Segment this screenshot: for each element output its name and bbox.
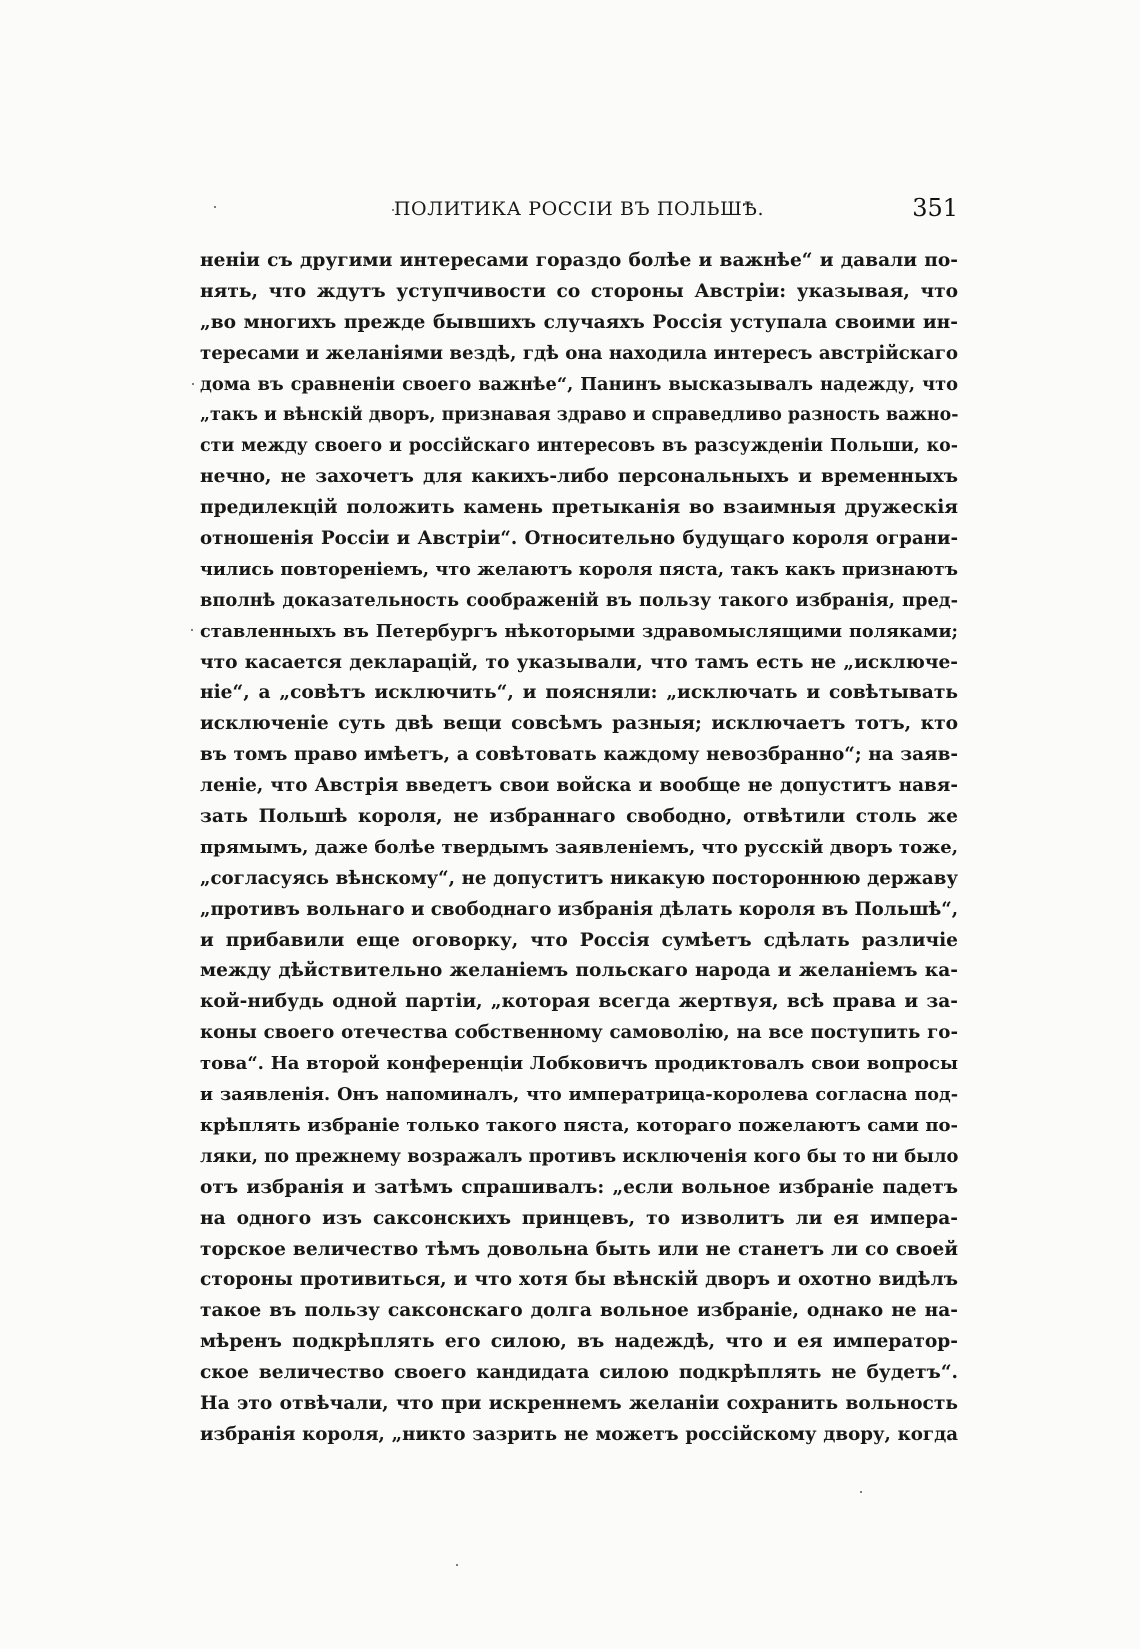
text-line: неніи съ другими интересами гораздо болѣе и важнѣе“ и давали по-	[200, 250, 958, 271]
text-line: на одного изъ саксонскихъ принцевъ, то изволитъ ли ея импера-	[200, 1207, 958, 1229]
text-line: нять, что ждутъ уступчивости со стороны Австріи: указывая, что	[200, 280, 958, 302]
text-line: „во многихъ прежде бывшихъ случаяхъ Россія уступала своими ин-	[200, 311, 958, 333]
text-line: коны своего отечества собственному самоволію, на все поступить го-	[200, 1022, 958, 1044]
text-line: торское величество тѣмъ довольна быть или не станетъ ли со своей	[200, 1238, 958, 1260]
text-line: исключеніе суть двѣ вещи совсѣмъ разныя; исключаетъ тотъ, кто	[200, 713, 958, 735]
text-line: „такъ и вѣнскій дворъ, признавая здраво и справедливо разность важно-	[200, 405, 959, 426]
text-line: „согласуясь вѣнскому“, не допуститъ никакую постороннюю державу	[200, 867, 958, 889]
page-header	[200, 196, 958, 230]
text-line: това“. На второй конференціи Лобковичъ продиктовалъ свои вопросы	[200, 1053, 958, 1075]
text-line: ніе“, а „совѣтъ исключить“, и поясняли: „исключать и совѣтывать	[200, 682, 958, 704]
text-line: кой-нибудь одной партіи, „которая всегда жертвуя, всѣ права и за-	[200, 991, 958, 1013]
print-speck	[191, 629, 193, 631]
text-line: предилекцій положить камень претыканія во взаимныя дружескія	[200, 497, 958, 519]
text-line: стороны противиться, и что хотя бы вѣнскій дворъ и охотно видѣлъ	[200, 1269, 958, 1291]
text-line: мѣренъ подкрѣплять его силою, въ надеждѣ, что и ея император-	[200, 1331, 958, 1353]
text-line: На это отвѣчали, что при искреннемъ желаніи сохранить вольность	[200, 1392, 958, 1414]
text-line: избранія короля, „никто зазрить не можетъ россійскому двору, когда	[200, 1423, 958, 1445]
print-speck	[860, 1491, 862, 1493]
text-line: ляки, по прежнему возражалъ противъ исключенія кого бы то ни было	[200, 1145, 959, 1167]
text-line: крѣплять избраніе только такого пяста, котораго пожелаютъ сами по-	[200, 1114, 958, 1136]
text-line: тересами и желаніями вездѣ, гдѣ она находила интересъ австрійскаго	[200, 342, 958, 364]
text-line: въ томъ право имѣетъ, а совѣтовать каждому невозбранно“; на заяв-	[200, 744, 958, 766]
text-line: зать Польшѣ короля, не избраннаго свободно, отвѣтили столь же	[200, 806, 958, 828]
running-title: ПОЛИТИКА РОССІИ ВЪ ПОЛЬШѢ.	[393, 198, 765, 220]
text-line: отъ избранія и затѣмъ спрашивалъ: „если вольное избраніе падетъ	[200, 1176, 958, 1198]
print-speck	[456, 1564, 458, 1566]
text-line: что касается декларацій, то указывали, что тамъ есть не „исключе-	[200, 651, 958, 673]
text-line: ставленныхъ въ Петербургъ нѣкоторыми здравомыслящими поляками;	[200, 620, 958, 642]
print-speck	[392, 209, 394, 211]
text-line: дома въ сравненіи своего важнѣе“, Панинъ высказывалъ надежду, что	[200, 373, 958, 395]
text-line: и заявленія. Онъ напоминалъ, что императрица-королева согласна под-	[200, 1084, 958, 1106]
text-line: отношенія Россіи и Австріи“. Относительно будущаго короля ограни-	[200, 528, 958, 550]
text-line: такое въ пользу саксонскаго долга вольное избраніе, однако не на-	[200, 1300, 958, 1322]
body-text	[200, 246, 958, 1451]
text-line: „противъ вольнаго и свободнаго избранія дѣлать короля въ Польшѣ“,	[200, 898, 959, 920]
text-line: чились повтореніемъ, что желаютъ короля пяста, такъ какъ признаютъ	[200, 558, 958, 580]
text-line: прямымъ, даже болѣе твердымъ заявленіемъ, что русскій дворъ тоже,	[200, 836, 958, 858]
text-line: леніе, что Австрія введетъ свои войска и вообще не допуститъ навя-	[200, 775, 958, 797]
print-speck	[214, 206, 216, 208]
text-line: сти между своего и россійскаго интересовъ въ разсужденіи Польши, ко-	[200, 436, 958, 457]
text-line: вполнѣ доказательность соображеній въ пользу такого избранія, пред-	[200, 589, 958, 611]
text-line: и прибавили еще оговорку, что Россія сумѣетъ сдѣлать различіе	[200, 929, 958, 951]
text-line: ское величество своего кандидата силою подкрѣплять не будетъ“.	[200, 1362, 958, 1384]
text-line: между дѣйствительно желаніемъ польскаго народа и желаніемъ ка-	[200, 960, 958, 982]
page-number: 351	[912, 194, 958, 222]
print-speck	[192, 383, 194, 385]
text-line: нечно, не захочетъ для какихъ-либо персональныхъ и временныхъ	[200, 466, 958, 488]
